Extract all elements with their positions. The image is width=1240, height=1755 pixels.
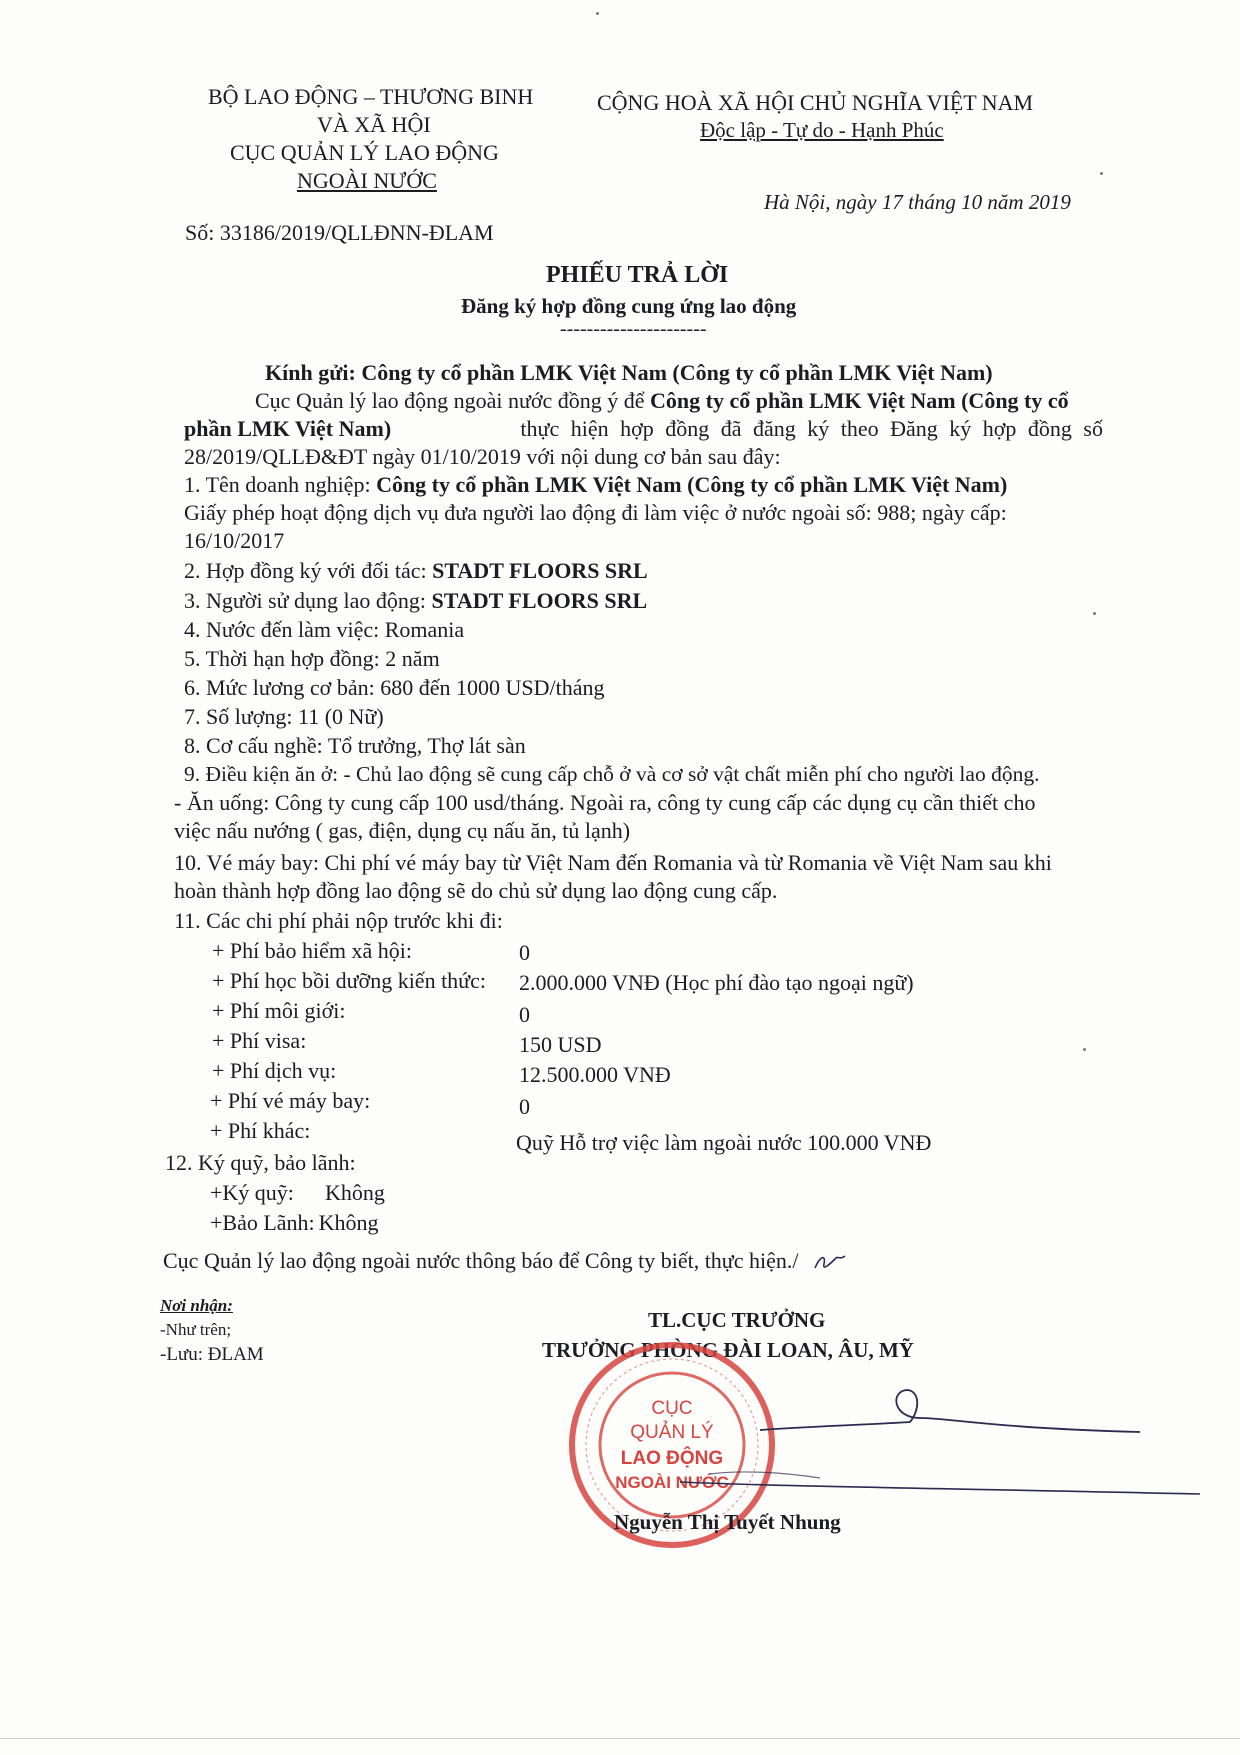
item-9-line1: 9. Điều kiện ăn ở: - Chủ lao động sẽ cung cấp chỗ ở và cơ sở vật chất miễn phí cho người lao động. — [184, 762, 1040, 786]
intro-text: Cục Quản lý lao động ngoài nước đồng ý để — [255, 388, 651, 413]
scan-speck — [1093, 612, 1096, 615]
country-title: CỘNG HOÀ XÃ HỘI CHỦ NGHĨA VIỆT NAM — [597, 90, 1034, 115]
guarantee-value: Không — [318, 1210, 379, 1235]
item-10-line2: hoàn thành hợp đồng lao động sẽ do chủ sử dụng lao động cung cấp. — [174, 878, 778, 903]
item-10-line1: 10. Vé máy bay: Chi phí vé máy bay từ Việt Nam đến Romania và từ Romania về Việt Nam sau khi — [174, 850, 1052, 875]
company-name: Công ty cổ phần LMK Việt Nam (Công ty cổ — [650, 388, 1069, 413]
signature-title: TL.CỤC TRƯỞNG — [648, 1308, 826, 1332]
page-edge-line — [0, 1738, 1240, 1739]
stamp-line-2: QUẢN LÝ — [630, 1422, 714, 1443]
guarantee-label: +Bảo Lãnh: — [210, 1210, 315, 1235]
item-1-label: 1. Tên doanh nghiệp: — [184, 472, 377, 497]
fee-value: 0 — [519, 940, 530, 965]
document-number: Số: 33186/2019/QLLĐNN-ĐLAM — [185, 220, 494, 245]
item-3-value: STADT FLOORS SRL — [431, 588, 648, 613]
stamp-line-3: LAO ĐỘNG — [620, 1448, 724, 1469]
fee-label: + Phí học bồi dưỡng kiến thức: — [212, 968, 486, 993]
signature-position: TRƯỞNG PHÒNG ĐÀI LOAN, ÂU, MỸ — [542, 1338, 914, 1362]
license-line2: 16/10/2017 — [184, 528, 285, 553]
item-8: 8. Cơ cấu nghề: Tổ trưởng, Thợ lát sàn — [184, 733, 526, 758]
document-title: PHIẾU TRẢ LỜI — [546, 262, 729, 288]
ministry-name-line2: VÀ XÃ HỘI — [317, 112, 431, 137]
fee-row — [212, 968, 486, 994]
license-line1: Giấy phép hoạt động dịch vụ đưa người lao động đi làm việc ở nước ngoài số: 988; ngày cấp: — [184, 500, 1007, 525]
fee-value: 150 USD — [519, 1032, 602, 1057]
fee-label: + Phí vé máy bay: — [210, 1088, 371, 1113]
scan-speck — [1083, 1048, 1086, 1051]
greeting: Kính gửi: Công ty cổ phần LMK Việt Nam (Công ty cổ phần LMK Việt Nam) — [265, 360, 993, 385]
item-2 — [184, 558, 648, 584]
fee-value: 0 — [519, 1002, 530, 1027]
intro-line3: 28/2019/QLLĐ&ĐT ngày 01/10/2019 với nội dung cơ bản sau đây: — [184, 444, 781, 469]
fee-row — [212, 1058, 336, 1084]
document-subtitle: Đăng ký hợp đồng cung ứng lao động — [461, 294, 797, 318]
item-7: 7. Số lượng: 11 (0 Nữ) — [184, 704, 384, 729]
item-4: 4. Nước đến làm việc: Romania — [184, 617, 465, 642]
closing-statement — [163, 1248, 799, 1274]
stamp-line-1: CỤC — [651, 1398, 693, 1419]
fee-value: Quỹ Hỗ trợ việc làm ngoài nước 100.000 VNĐ — [516, 1130, 932, 1155]
scan-speck — [596, 12, 599, 15]
fee-label: + Phí dịch vụ: — [212, 1058, 337, 1083]
item-9-line2: - Ăn uống: Công ty cung cấp 100 usd/tháng. Ngoài ra, công ty cung cấp các dụng cụ cần thiết cho — [174, 790, 1036, 815]
fee-row — [212, 938, 412, 964]
intro-text-cont: thực hiện hợp đồng đã đăng ký theo Đăng ký hợp đồng số — [520, 416, 1103, 441]
fee-label: + Phí visa: — [212, 1028, 307, 1053]
item-6: 6. Mức lương cơ bản: 680 đến 1000 USD/tháng — [184, 675, 605, 700]
ministry-name-line1: BỘ LAO ĐỘNG – THƯƠNG BINH — [208, 84, 534, 109]
item-5: 5. Thời hạn hợp đồng: 2 năm — [184, 646, 440, 671]
item-1 — [184, 472, 1007, 498]
recipient-1: -Như trên; — [160, 1320, 232, 1339]
fee-row — [210, 1088, 370, 1114]
fee-label: + Phí bảo hiểm xã hội: — [212, 938, 412, 963]
department-name-line2: NGOÀI NƯỚC — [297, 168, 437, 193]
initial-mark — [812, 1250, 848, 1274]
deposit-label: +Ký quỹ: — [210, 1180, 294, 1205]
scan-speck — [1100, 172, 1103, 175]
company-name-cont: phần LMK Việt Nam) — [184, 416, 392, 441]
item-2-label: 2. Hợp đồng ký với đối tác: — [184, 558, 433, 583]
intro-line2 — [184, 416, 1103, 442]
item-9-line3: việc nấu nướng ( gas, điện, dụng cụ nấu ăn, tủ lạnh) — [174, 818, 631, 843]
fee-row — [212, 998, 345, 1024]
handwritten-signature — [620, 1370, 1200, 1520]
item-3 — [184, 588, 647, 614]
item-1-value: Công ty cổ phần LMK Việt Nam (Công ty cổ phần LMK Việt Nam) — [376, 472, 1008, 497]
deposit-value: Không — [325, 1180, 385, 1205]
intro-line1 — [255, 388, 1069, 414]
closing-text: Cục Quản lý lao động ngoài nước thông báo để Công ty biết, thực hiện./ — [163, 1248, 799, 1273]
title-divider: ---------------------- — [560, 318, 707, 340]
issue-date: Hà Nội, ngày 17 tháng 10 năm 2019 — [764, 190, 1071, 214]
fee-row — [212, 1028, 306, 1054]
fee-value: 0 — [519, 1094, 530, 1119]
deposit-row — [210, 1180, 294, 1206]
item-3-label: 3. Người sử dụng lao động: — [184, 588, 432, 613]
item-11: 11. Các chi phí phải nộp trước khi đi: — [174, 908, 503, 933]
fee-value: 12.500.000 VNĐ — [519, 1062, 671, 1087]
recipients-title: Nơi nhận: — [160, 1296, 233, 1315]
recipient-2: -Lưu: ĐLAM — [160, 1344, 264, 1365]
signatory-name: Nguyễn Thị Tuyết Nhung — [614, 1510, 841, 1534]
stamp-line-4: NGOÀI NƯỚC — [615, 1473, 729, 1492]
item-2-value: STADT FLOORS SRL — [432, 558, 648, 583]
guarantee-row — [210, 1210, 379, 1236]
fee-row — [210, 1118, 310, 1144]
item-12: 12. Ký quỹ, bảo lãnh: — [165, 1150, 356, 1175]
fee-label: + Phí môi giới: — [212, 998, 346, 1023]
fee-label: + Phí khác: — [210, 1118, 311, 1143]
fee-value: 2.000.000 VNĐ (Học phí đào tạo ngoại ngữ) — [519, 970, 914, 995]
national-motto: Độc lập - Tự do - Hạnh Phúc — [700, 118, 944, 142]
department-name-line1: CỤC QUẢN LÝ LAO ĐỘNG — [230, 140, 499, 165]
